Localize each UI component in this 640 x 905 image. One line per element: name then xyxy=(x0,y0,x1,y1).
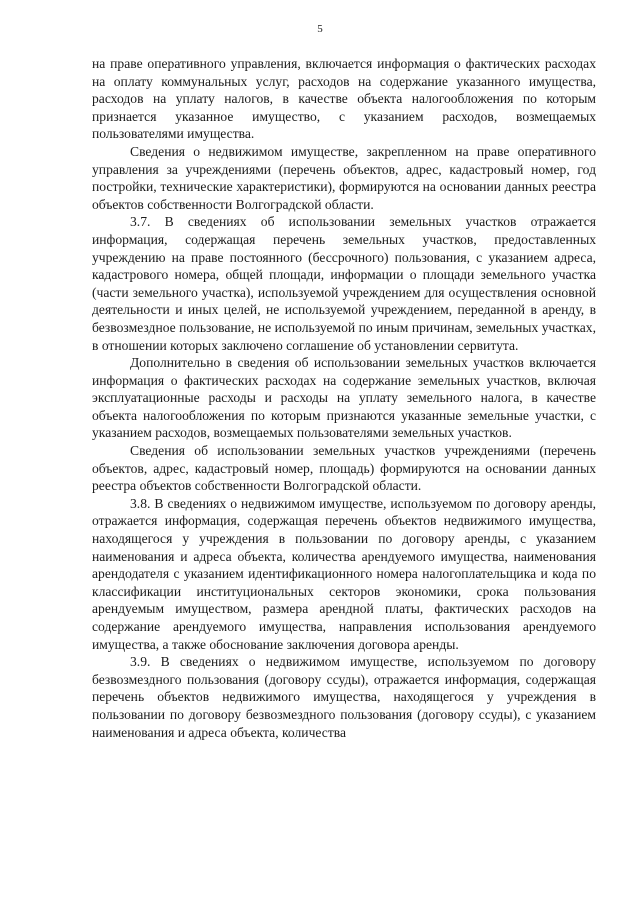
paragraph-section-3-7: 3.7. В сведениях об использовании земельных участков отражается информация, содержащая перечень земельных участков, предоставленных учреждению на праве постоянного (бессрочного) пользования, с указанием адреса, кадастрового номера, общей площади, информации о площади земельного участка (части земельного участка), используемой учреждением для осуществления основной деятельности и иных целей, не используемой учреждением, переданной в аренду, в безвозмездное пользование, не используемой по иным причинам, земельных участках, в отношении которых заключено соглашение об установлении сервитута. xyxy=(92,214,596,353)
paragraph-continuation: на праве оперативного управления, включается информация о фактических расходах на оплату коммунальных услуг, расходов на содержание указанного имущества, расходов на уплату налогов, в качестве объекта налогообложения по которым признается указанное имущество, с указанием расходов, возмещаемых пользователями имущества. xyxy=(92,56,596,142)
paragraph-land-expenses: Дополнительно в сведения об использовании земельных участков включается информация о фактических расходах на содержание земельных участков, включая эксплуатационные расходы и расходы на уплату земельного налога, в качестве объекта налогообложения по которым признаются указанные земельные участки, с указанием расходов, возмещаемых пользователями земельных участков. xyxy=(92,355,596,441)
paragraph-section-3-8: 3.8. В сведениях о недвижимом имуществе, используемом по договору аренды, отражается информация, содержащая перечень объектов недвижимого имущества, находящегося у учреждения в пользовании по договору аренды, с указанием наименования и адреса объекта, количества арендуемого имущества, наименования арендодателя с указанием идентификационного номера налогоплательщика и кода по классификации институциональных секторов экономики, срока пользования арендуемым имуществом, размера арендной платы, фактических расходов на содержание арендуемого имущества, направления использования арендуемого имущества, а также обоснование заключения договора аренды. xyxy=(92,495,596,652)
document-body xyxy=(92,55,596,741)
paragraph-operational-management: Сведения о недвижимом имуществе, закрепленном на праве оперативного управления за учреждениями (перечень объектов, адрес, кадастровый номер, год постройки, технические характеристики), формируются на основании данных реестра объектов собственности Волгоградской области. xyxy=(92,143,596,212)
page-number: 5 xyxy=(317,23,323,35)
paragraph-section-3-9: 3.9. В сведениях о недвижимом имуществе, используемом по договору безвозмездного пользования (договору ссуды), отражается информация, содержащая перечень объектов недвижимого имущества, находящегося у учреждения в пользовании по договору безвозмездного пользования (договору ссуды), с указанием наименования и адреса объекта, количества xyxy=(92,654,596,740)
paragraph-land-registry: Сведения об использовании земельных участков учреждениями (перечень объектов, адрес, кадастровый номер, площадь) формируются на основании данных реестра объектов собственности Волгоградской области. xyxy=(92,443,596,494)
